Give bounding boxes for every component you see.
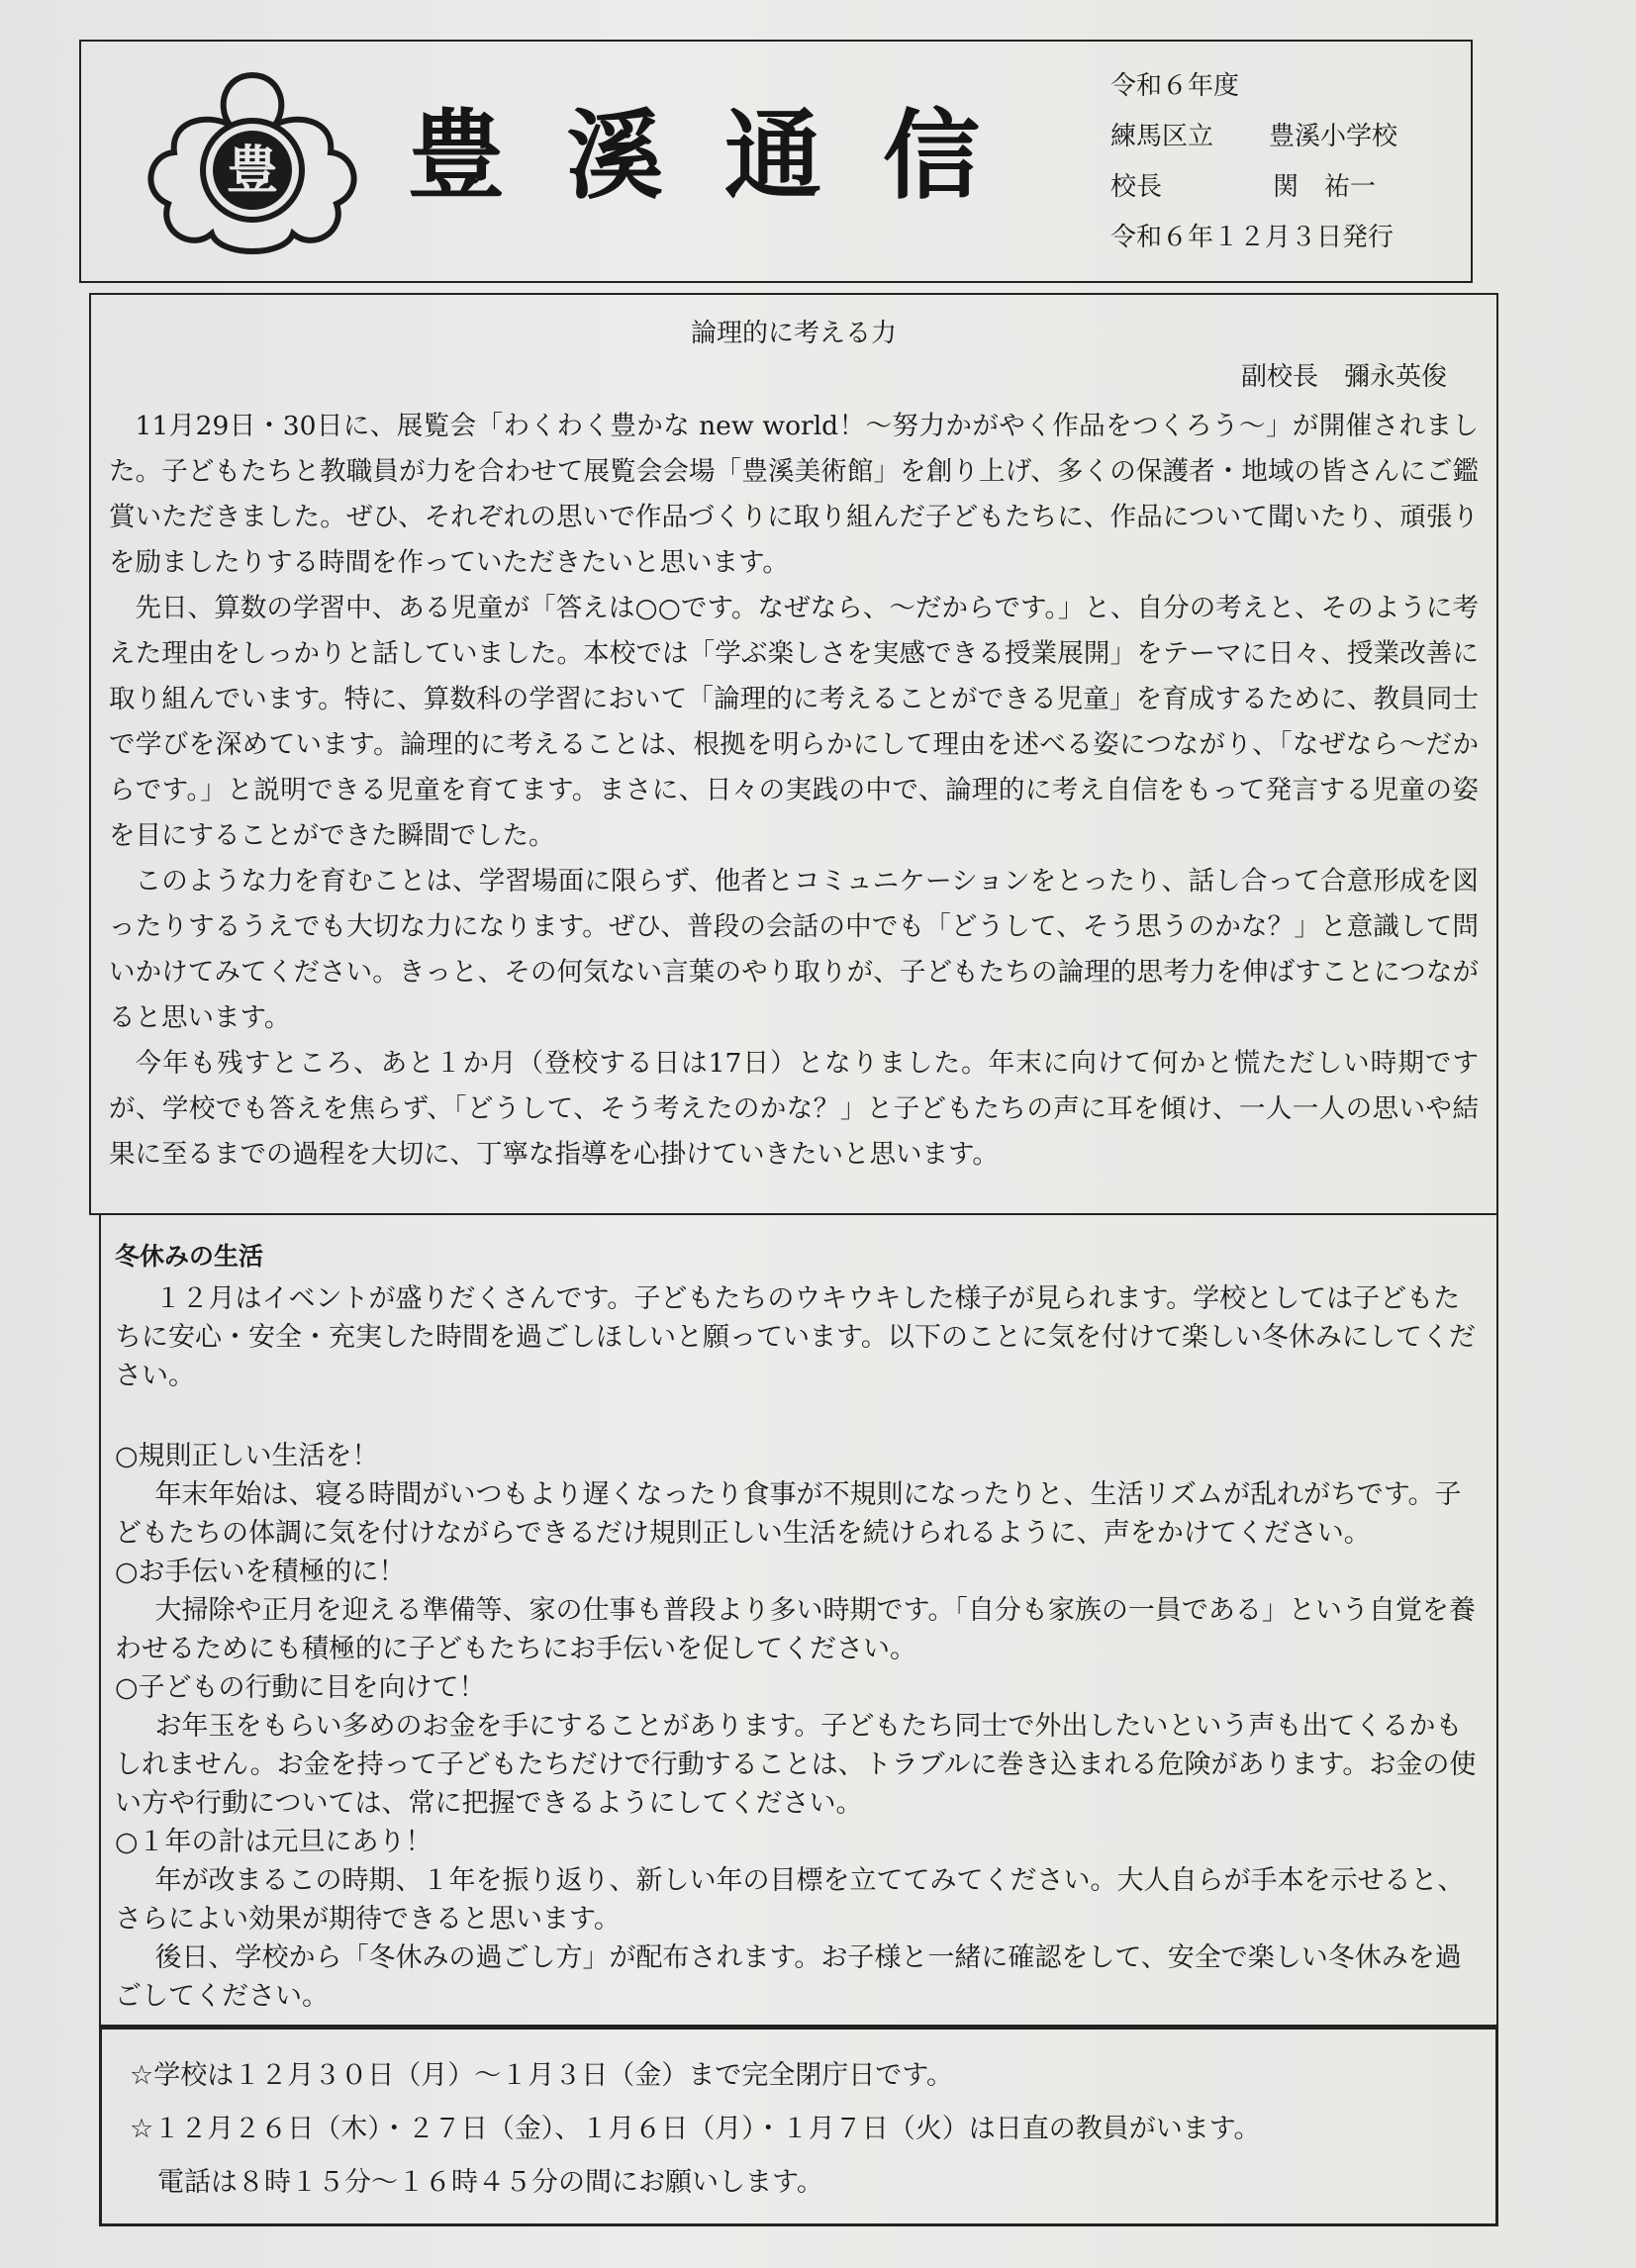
essay-paragraph: 11月29日・30日に、展覧会「わくわく豊かな new world！～努力かがやく作品をつくろう～」が開催されました。子どもたちと教職員が力を合わせて展覧会会場「豊溪美術館」を創り上げ、多くの保護者・地域の皆さんにご鑑賞いただきました。ぜひ、それぞれの思いで作品づくりに取り組んだ子どもたちに、作品について聞いたり、頑張りを励ましたりする時間を作っていただきたいと思います。 xyxy=(109,411,1479,578)
masthead xyxy=(79,40,1473,283)
school-emblem-icon xyxy=(109,63,396,261)
newsletter-title: 豊溪通信 xyxy=(408,99,1042,213)
essay-author: 副校長 彌永英俊 xyxy=(1240,362,1447,392)
emblem-character: 豊 xyxy=(226,141,279,201)
section-text: お年玉をもらい多めのお金を手にすることがあります。子どもたち同士で外出したいという声も出てくるかもしれません。お金を持って子どもたちだけで行動することは、トラブルに巻き込まれる危険があります。お金の使い方や行動については、常に把握できるようにしてください。 xyxy=(115,1711,1477,1819)
essay-title: 論理的に考える力 xyxy=(690,319,897,348)
section-heading: ○１年の計は元旦にあり！ xyxy=(115,1827,433,1857)
winter-title: 冬休みの生活 xyxy=(115,1242,264,1271)
issue-info xyxy=(1110,61,1397,263)
notice-duty-days: ☆１２月２６日（木）・２７日（金）、１月６日（月）・１月７日（火）は日直の教員がいます。 xyxy=(130,2114,1261,2144)
essay-body xyxy=(109,404,1479,1178)
winter-intro: １２月はイベントが盛りだくさんです。子どもたちのウキウキした様子が見られます。学校としては子どもたちに安心・安全・充実した時間を過ごしほしいと願っています。以下のことに気を付けて楽しい冬休みにしてください。 xyxy=(115,1283,1476,1391)
notice-closure-days: ☆学校は１２月３０日（月）～１月３日（金）まで完全閉庁日です。 xyxy=(130,2060,954,2091)
school-name: 豊溪小学校 xyxy=(1269,122,1398,151)
principal-name: 関 祐一 xyxy=(1273,172,1377,202)
closure-notice xyxy=(99,2027,1498,2226)
winter-closing: 後日、学校から「冬休みの過ごし方」が配布されます。お子様と一緒に確認をして、安全で楽しい冬休みを過ごしてください。 xyxy=(115,1942,1462,2012)
winter-life-section xyxy=(99,1213,1498,2027)
section-heading: ○子どもの行動に目を向けて！ xyxy=(115,1672,486,1703)
section-text: 大掃除や正月を迎える準備等、家の仕事も普段より多い時期です。「自分も家族の一員である」という自覚を養わせるためにも積極的に子どもたちにお手伝いを促してください。 xyxy=(115,1595,1476,1664)
section-text: 年が改まるこの時期、１年を振り返り、新しい年の目標を立ててみてください。大人自らが手本を示せると、さらによい効果が期待できると思います。 xyxy=(115,1865,1465,1935)
essay-paragraph: このような力を育むことは、学習場面に限らず、他者とコミュニケーションをとったり、話し合って合意形成を図ったりするうえでも大切な力になります。ぜひ、普段の会話の中でも「どうして、そう思うのかな？」と意識して問いかけてみてください。きっと、その何気ない言葉のやり取りが、子どもたちの論理的思考力を伸ばすことにつながると思います。 xyxy=(109,866,1479,1033)
section-heading: ○規則正しい生活を！ xyxy=(115,1441,379,1471)
school-line xyxy=(1110,112,1397,162)
section-heading: ○お手伝いを積極的に！ xyxy=(115,1557,406,1587)
principal-line xyxy=(1110,162,1397,213)
school-ward: 練馬区立 xyxy=(1110,122,1214,151)
principal-label: 校長 xyxy=(1110,172,1163,202)
essay-paragraph: 先日、算数の学習中、ある児童が「答えは○○です。なぜなら、～だからです。」と、自分の考えと、そのように考えた理由をしっかりと話していました。本校では「学ぶ楽しさを実感できる授業展開」をテーマに日々、授業改善に取り組んでいます。特に、算数科の学習において「論理的に考えることができる児童」を育成するために、教員同士で学びを深めています。論理的に考えることは、根拠を明らかにして理由を述べる姿につながり、「なぜなら～だからです。」と説明できる児童を育てます。まさに、日々の実践の中で、論理的に考え自信をもって発言する児童の姿を目にすることができた瞬間でした。 xyxy=(109,593,1479,851)
essay-section xyxy=(89,293,1498,1215)
notice-phone-hours: 電話は８時１５分～１６時４５分の間にお願いします。 xyxy=(157,2167,823,2198)
issue-date: 令和６年１２月３日発行 xyxy=(1110,223,1395,252)
essay-paragraph: 今年も残すところ、あと１か月（登校する日は17日）となりました。年末に向けて何かと慌ただしい時期ですが、学校でも答えを焦らず、「どうして、そう考えたのかな？」と子どもたちの声に耳を傾け、一人一人の思いや結果に至るまでの過程を大切に、丁寧な指導を心掛けていきたいと思います。 xyxy=(109,1048,1479,1170)
section-text: 年末年始は、寝る時間がいつもより遅くなったり食事が不規則になったりと、生活リズムが乱れがちです。子どもたちの体調に気を付けながらできるだけ規則正しい生活を続けられるように、声をかけてください。 xyxy=(115,1479,1462,1549)
fiscal-year: 令和６年度 xyxy=(1110,71,1240,101)
